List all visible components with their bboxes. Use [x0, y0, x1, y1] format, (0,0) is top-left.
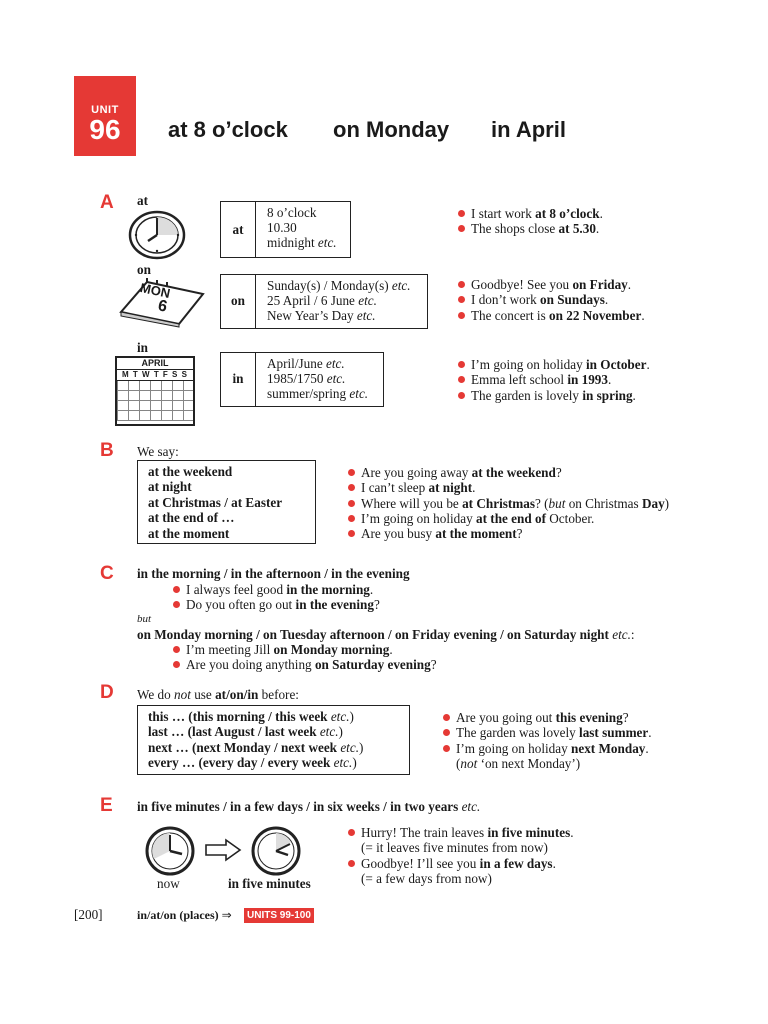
arrow-right-icon	[204, 838, 242, 862]
prep-in-item: April/June etc.	[267, 356, 345, 371]
expression-box-d	[137, 705, 410, 775]
prep-at-item: 10.30	[267, 220, 297, 235]
cross-reference: in/at/on (places) ⇒	[137, 908, 232, 922]
preposition-box-on	[220, 274, 428, 329]
month-calendar-month: APRIL	[117, 358, 193, 370]
example-sentence: The garden was lovely last summer.	[443, 725, 652, 740]
preposition-box-in	[220, 352, 384, 407]
expression-item: last … (last August / last week etc.)	[148, 724, 343, 740]
clock-later-label: in five minutes	[228, 876, 311, 891]
month-calendar-days: M T W T F S S	[117, 370, 193, 381]
example-sentence: Hurry! The train leaves in five minutes.	[348, 825, 574, 840]
example-list-b	[348, 465, 669, 541]
page-title-2: on Monday	[333, 117, 450, 142]
section-e-heading: in five minutes / in a few days / in six weeks / in two years etc.	[137, 799, 481, 814]
prep-on-item: Sunday(s) / Monday(s) etc.	[267, 278, 411, 293]
desk-calendar-number: 6	[156, 297, 169, 316]
expression-box-b	[137, 460, 316, 544]
example-sentence: Goodbye! See you on Friday.	[458, 277, 645, 292]
section-c-heading2: on Monday morning / on Tuesday afternoon / on Friday evening / on Saturday night etc.:	[137, 627, 635, 642]
unit-number: 96	[89, 114, 121, 145]
example-sentence: I’m going on holiday next Monday.	[443, 741, 652, 756]
example-sentence: I’m going on holiday in October.	[458, 357, 650, 372]
expression-item: at the moment	[148, 525, 230, 541]
illustration-label-in: in	[137, 340, 148, 355]
section-letter-c: C	[100, 563, 114, 584]
example-note: (= it leaves five minutes from now)	[361, 840, 548, 856]
expression-item: at the weekend	[148, 464, 233, 479]
page-title-1: at 8 o’clock	[168, 117, 288, 142]
unit-label: UNIT	[91, 104, 119, 116]
example-list-d	[443, 710, 652, 771]
example-sentence: The garden is lovely in spring.	[458, 388, 650, 403]
example-sentence: Emma left school in 1993.	[458, 372, 650, 387]
illustration-label-at: at	[137, 193, 148, 208]
section-c-heading: in the morning / in the afternoon / in the evening	[137, 566, 410, 581]
clock-now-icon	[144, 825, 196, 877]
prep-in-item: 1985/1750 etc.	[267, 371, 346, 386]
prep-at-item: 8 o’clock	[267, 205, 317, 220]
month-calendar-grid	[117, 381, 193, 421]
example-list-in	[458, 357, 650, 403]
example-list-e	[348, 825, 574, 886]
expression-item: at night	[148, 479, 192, 495]
example-sentence: Are you going out this evening?	[443, 710, 652, 725]
prep-on-item: 25 April / 6 June etc.	[267, 293, 377, 308]
example-sentence: I’m meeting Jill on Monday morning.	[173, 642, 437, 657]
arrow-icon: ⇒	[221, 908, 232, 922]
section-letter-b: B	[100, 440, 114, 461]
example-list-on	[458, 277, 645, 323]
prep-on-label: on	[231, 293, 245, 308]
clock-now-label: now	[157, 876, 180, 891]
example-sentence: The shops close at 5.30.	[458, 221, 603, 236]
example-sentence: I start work at 8 o’clock.	[458, 206, 603, 221]
example-sentence: Do you often go out in the evening?	[173, 597, 380, 612]
prep-on-item: New Year’s Day etc.	[267, 308, 376, 323]
page-number: [200]	[74, 907, 103, 922]
example-sentence: I always feel good in the morning.	[173, 582, 380, 597]
example-sentence: I can’t sleep at night.	[348, 480, 669, 495]
example-list-at	[458, 206, 603, 237]
clock-icon	[126, 208, 188, 260]
preposition-box-at	[220, 201, 351, 258]
example-sentence: Where will you be at Christmas? (but on Christmas Day)	[348, 496, 669, 511]
example-list-c1	[173, 582, 380, 613]
example-list-c2	[173, 642, 437, 673]
section-letter-d: D	[100, 682, 114, 703]
page-title-3: in April	[491, 117, 566, 142]
expression-item: next … (next Monday / next week etc.)	[148, 739, 364, 755]
prep-in-label: in	[232, 371, 244, 386]
unit-badge	[74, 76, 136, 156]
section-letter-e: E	[100, 795, 113, 816]
example-note: (not ‘on next Monday’)	[456, 755, 581, 771]
clock-later-icon	[250, 825, 302, 877]
units-link-badge[interactable]: UNITS 99-100	[244, 908, 314, 923]
example-sentence: I don’t work on Sundays.	[458, 292, 645, 307]
section-c-but: but	[137, 613, 152, 625]
section-letter-a: A	[100, 192, 114, 213]
section-d-intro: We do not use at/on/in before:	[137, 687, 299, 702]
example-sentence: The concert is on 22 November.	[458, 308, 645, 323]
prep-in-item: summer/spring etc.	[267, 386, 369, 401]
expression-item: every … (every day / every week etc.)	[148, 754, 357, 770]
example-sentence: Are you doing anything on Saturday evening?	[173, 657, 437, 672]
month-calendar-icon	[115, 356, 195, 426]
prep-at-label: at	[232, 222, 244, 237]
illustration-label-on: on	[137, 262, 151, 277]
desk-calendar-day: MON	[138, 280, 172, 301]
prep-at-item: midnight etc.	[267, 235, 337, 250]
example-sentence: Are you busy at the moment?	[348, 526, 669, 541]
section-b-intro: We say:	[137, 444, 179, 459]
expression-item: at Christmas / at Easter	[148, 494, 283, 510]
expression-item: at the end of …	[148, 510, 235, 526]
example-sentence: Goodbye! I’ll see you in a few days.	[348, 856, 574, 871]
expression-item: this … (this morning / this week etc.)	[148, 709, 354, 724]
example-sentence: I’m going on holiday at the end of October.	[348, 511, 669, 526]
example-sentence: Are you going away at the weekend?	[348, 465, 669, 480]
example-note: (= a few days from now)	[361, 870, 492, 886]
